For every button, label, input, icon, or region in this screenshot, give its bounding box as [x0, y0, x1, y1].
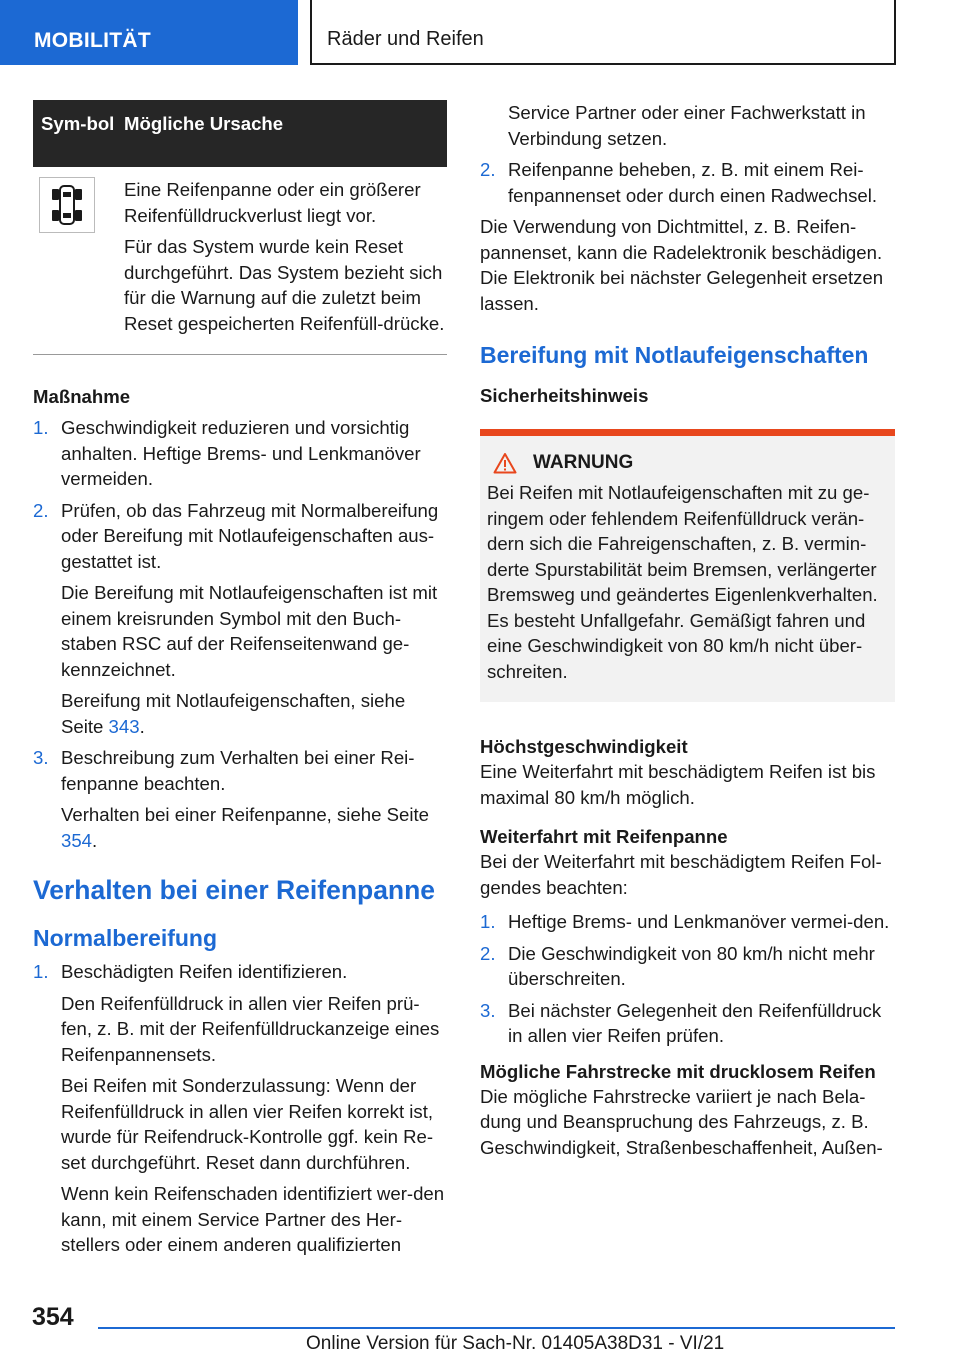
list-number: 2. [33, 499, 49, 521]
weiterfahrt-text: Bei der Weiterfahrt mit beschädigtem Reifen Fol‐gendes beachten: [480, 851, 882, 898]
list-text [61, 688, 447, 739]
list-item [33, 959, 447, 1258]
list-text: Wenn kein Reifenschaden identifiziert wer‐den kann, mit einem Service Partner des Her‐stellers oder einem anderen qualifizierten [61, 1183, 445, 1255]
list-text: Geschwindigkeit reduzieren und vorsichtig anhalten. Heftige Brems- und Lenkmanöver vermeiden. [61, 417, 421, 489]
list-text: Beschädigten Reifen identifizieren. [61, 961, 348, 982]
ref-text: Verhalten bei einer Reifenpanne, siehe Seite [61, 804, 430, 825]
list-text: Prüfen, ob das Fahrzeug mit Normalbereifung oder Bereifung mit Notlaufeigenschaften aus‐gestattet ist. [61, 499, 439, 572]
cause-text-2: Für das System wurde kein Reset durchgeführt. Das System bezieht sich für die Warnung auf die zuletzt beim Reset gespeicherten Reifenfüll‐drücke. [124, 236, 445, 334]
weiterfahrt-title: Weiterfahrt mit Reifenpanne [480, 826, 728, 847]
header-section-label: MOBILITÄT [34, 29, 152, 52]
warning-box [480, 429, 895, 702]
list-item [480, 909, 895, 935]
list-item [480, 941, 895, 992]
warning-text: Bei Reifen mit Notlaufeigenschaften mit zu ge‐ringem oder fehlendem Reifenfülldruck verän‐dern sich die Fahreigenschaften, z. B. vermin‐derte Spurstabilität beim Bremsen, verlängerter Bremsweg und geändertes Eigenlenkverhalten. Es besteht Unfallgefahr. Gemäßigt fahren und eine Geschwindigkeit von 80 km/h nicht über‐schreiten. [487, 482, 878, 682]
max-speed-title: Höchstgeschwindigkeit [480, 736, 688, 757]
list-number: 1. [480, 911, 496, 932]
massnahme-list [33, 415, 447, 853]
tire-pressure-car-icon [39, 177, 95, 233]
list-text: Die Geschwindigkeit von 80 km/h nicht mehr überschreiten. [508, 942, 875, 989]
list-number: 1. [33, 417, 49, 438]
table-cell-cause [124, 177, 447, 342]
list-item [480, 998, 895, 1049]
list-number: 2. [480, 159, 496, 180]
table-row [33, 167, 447, 355]
list-text: Reifenpanne beheben, z. B. mit einem Rei‐fenpannenset oder durch einen Radwechsel. [508, 159, 878, 206]
header-chapter-box [310, 0, 896, 65]
table-header [33, 100, 447, 167]
ref-text: Bereifung mit Notlaufeigenschaften, siehe Seite [61, 690, 406, 737]
footer-divider [98, 1327, 895, 1329]
list-number: 3. [33, 747, 49, 768]
list-item [33, 498, 447, 740]
warning-header [487, 452, 888, 474]
fahrstrecke-text: Die mögliche Fahrstrecke variiert je nach Bela‐dung und Beanspruchung des Fahrzeugs, z. B. Geschwindigkeit, Straßenbeschaffenheit, Außen‐ [480, 1085, 883, 1158]
list-text: Bei nächster Gelegenheit den Reifenfülldruck in allen vier Reifen prüfen. [508, 999, 882, 1046]
list-item [480, 100, 895, 151]
list-text: Die Bereifung mit Notlaufeigenschaften ist mit einem kreisrunden Symbol mit den Buch‐staben RSC auf der Reifenseitenwand ge‐kennzeichnet. [61, 582, 438, 680]
normalbereifung-heading: Normalbereifung [33, 925, 218, 951]
dichtmittel-text: Die Verwendung von Dichtmittel, z. B. Reifen‐pannenset, kann die Radelektronik beschädigen. Die Elektronik bei nächster Gelegenheit ersetzen lassen. [480, 216, 884, 314]
list-text [61, 802, 447, 853]
notlauf-heading: Bereifung mit Notlaufeigenschaften [480, 342, 869, 368]
left-column [33, 100, 447, 1264]
ref-end: . [92, 829, 98, 851]
list-item [33, 745, 447, 853]
footer-version: Online Version für Sach-Nr. 01405A38D31 - VI/21 [306, 1333, 725, 1354]
page-link-343[interactable]: 343 [108, 715, 140, 737]
warning-title: WARNUNG [533, 452, 634, 473]
list-text: Service Partner oder einer Fachwerkstatt in Verbindung setzen. [508, 102, 866, 149]
weiterfahrt-list [480, 909, 895, 1049]
list-text: Heftige Brems- und Lenkmanöver vermei‐den. [508, 911, 890, 932]
list-text: Bei Reifen mit Sonderzulassung: Wenn der Reifenfülldruck in allen vier Reifen korrekt ist, wurde für Reifendruck-Kontrolle ggf. kein Re‐set durchgeführt. Reset dann durchführen. [61, 1075, 434, 1173]
header-chapter-label: Räder und Reifen [327, 28, 484, 50]
ref-end: . [139, 715, 145, 737]
verhalten-heading: Verhalten bei einer Reifenpanne [33, 875, 436, 905]
warning-triangle-icon [493, 452, 517, 474]
symbol-table [33, 100, 447, 355]
safety-title: Sicherheitshinweis [480, 385, 649, 406]
list-number: 3. [480, 999, 496, 1021]
table-header-cause: Mögliche Ursache [124, 113, 284, 134]
list-text: Den Reifenfülldruck in allen vier Reifen prü‐fen, z. B. mit der Reifenfülldruckanzeige eines Reifenpannensets. [61, 992, 440, 1065]
cause-text-1: Eine Reifenpanne oder ein größerer Reifenfülldruckverlust liegt vor. [124, 179, 421, 226]
massnahme-section [33, 384, 447, 853]
max-speed-text: Eine Weiterfahrt mit beschädigtem Reifen ist bis maximal 80 km/h möglich. [480, 761, 876, 808]
normal-list-cont [480, 100, 895, 208]
page-link-354[interactable]: 354 [61, 829, 93, 851]
table-header-symbol: Sym‐bol [41, 113, 115, 134]
massnahme-title: Maßnahme [33, 386, 131, 407]
list-number: 2. [480, 942, 496, 964]
fahrstrecke-title: Mögliche Fahrstrecke mit drucklosem Reifen [480, 1060, 876, 1082]
list-text: Beschreibung zum Verhalten bei einer Rei‐fenpanne beachten. [61, 747, 415, 794]
header-section-tab [0, 0, 298, 65]
list-number: 1. [33, 961, 49, 982]
right-column [480, 100, 895, 1160]
normal-list [33, 959, 447, 1258]
table-cell-symbol [33, 177, 124, 342]
list-item [33, 415, 447, 492]
page-number: 354 [32, 1303, 74, 1331]
list-item [480, 157, 895, 208]
